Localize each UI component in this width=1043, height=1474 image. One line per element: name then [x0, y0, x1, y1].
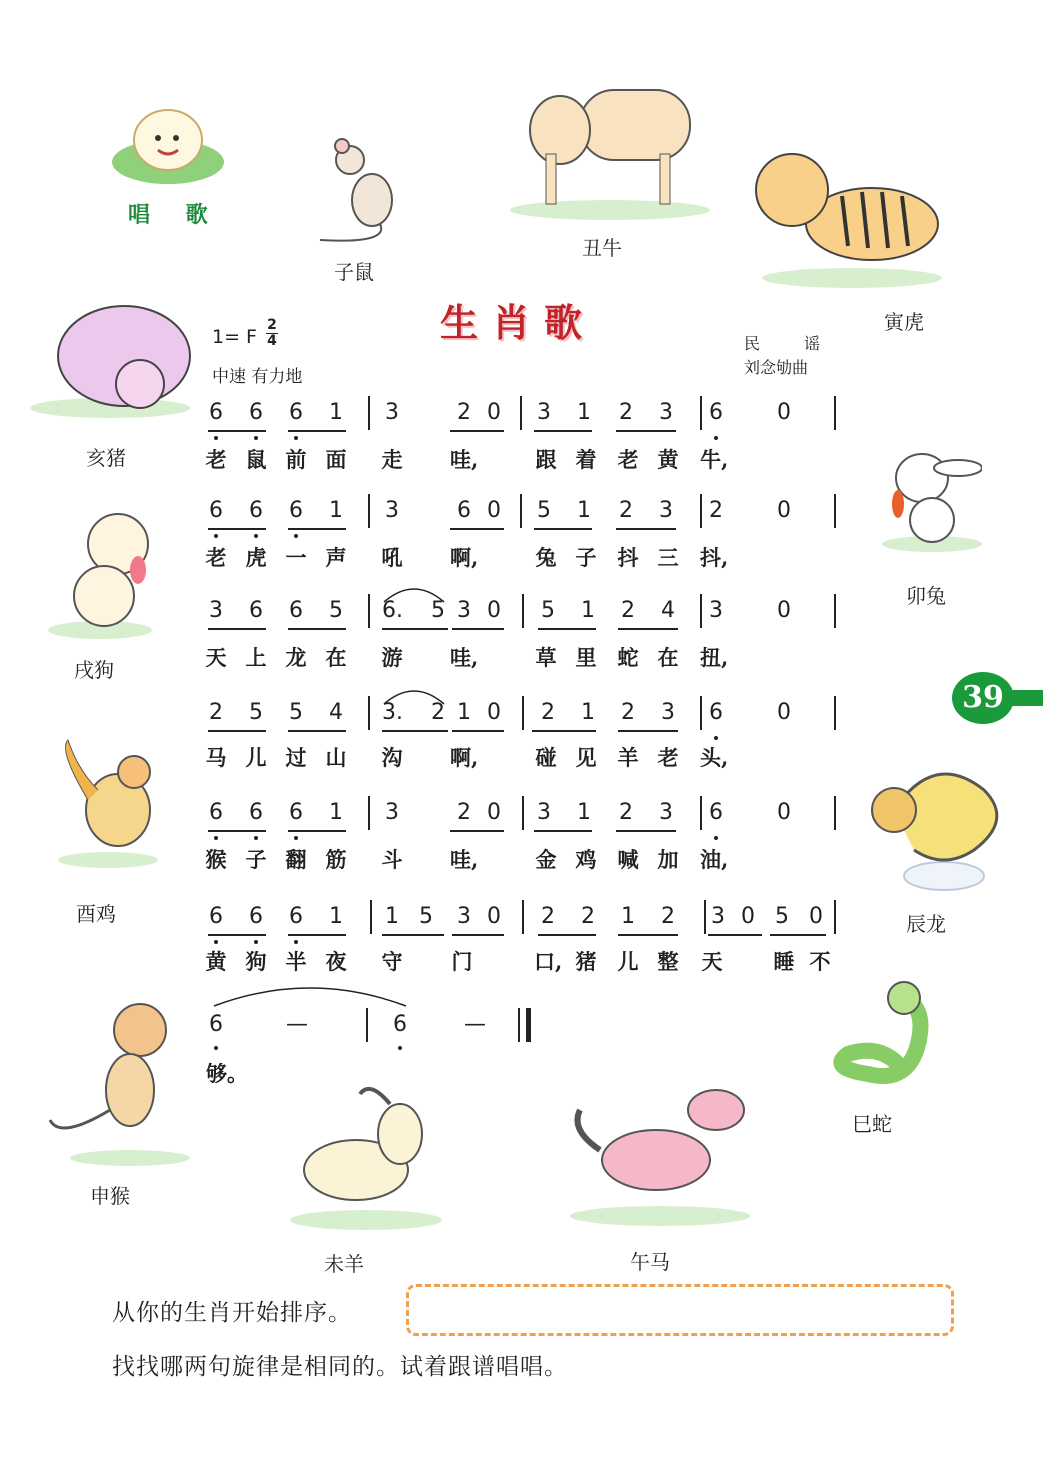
lyric-char: 抖 — [617, 545, 639, 570]
note: 1 — [577, 400, 591, 425]
label-rabbit: 卯兔 — [906, 584, 946, 608]
note: 1 — [577, 498, 591, 523]
score-row — [0, 904, 1043, 944]
lyric-char: 碰 — [535, 745, 557, 770]
note: 5 — [419, 904, 433, 929]
label-horse: 午马 — [630, 1250, 670, 1274]
note: 5 — [329, 598, 343, 623]
note: 3 — [661, 700, 675, 725]
time-signature-top: 2 — [267, 317, 277, 333]
note: 6 — [289, 598, 303, 623]
note: 0 — [487, 598, 501, 623]
note: 2 — [619, 800, 633, 825]
eighth-underline — [708, 934, 762, 936]
note: 1 — [581, 700, 595, 725]
lyric-char: 兔 — [535, 545, 557, 570]
barline — [700, 696, 702, 730]
note: 2 — [541, 700, 555, 725]
low-octave-dot — [214, 534, 218, 538]
lyric-char: 天 — [701, 949, 723, 974]
note: 2 — [431, 700, 445, 725]
note: 6 — [249, 800, 263, 825]
note: 6 — [209, 498, 223, 523]
eighth-underline — [288, 628, 346, 630]
eighth-underline — [450, 430, 504, 432]
barline — [522, 594, 524, 628]
lyric-char: 不 — [809, 949, 831, 974]
lyric-char: 在 — [325, 645, 347, 670]
lyric-char: 老 — [617, 447, 639, 472]
lyric-char: 蛇 — [617, 645, 639, 670]
instruction-melody: 找找哪两句旋律是相同的。试着跟谱唱唱。 — [112, 1354, 568, 1380]
note: 0 — [777, 800, 791, 825]
eighth-underline — [288, 430, 346, 432]
label-pig: 亥猪 — [86, 446, 126, 470]
lyric-char: 草 — [535, 645, 557, 670]
barline — [368, 594, 370, 628]
final-lyric: 够。 — [206, 1061, 248, 1086]
note: 6 — [457, 498, 471, 523]
note: 6 — [249, 598, 263, 623]
slur-arc — [382, 684, 446, 706]
note: 3 — [209, 598, 223, 623]
lyric-char: 抖, — [700, 545, 729, 570]
barline — [834, 494, 836, 528]
eighth-underline — [618, 730, 678, 732]
score-row — [0, 800, 1043, 840]
lyric-char: 金 — [535, 847, 557, 872]
lyric-char: 加 — [657, 847, 679, 872]
barline — [834, 396, 836, 430]
eighth-underline — [382, 934, 444, 936]
lyric-char: 老 — [657, 745, 679, 770]
eighth-underline — [538, 628, 596, 630]
note: 3 — [537, 400, 551, 425]
final-barline-thick — [526, 1008, 531, 1042]
low-octave-dot — [254, 940, 258, 944]
low-octave-dot — [294, 436, 298, 440]
barline — [834, 594, 836, 628]
note: 0 — [777, 498, 791, 523]
score-row — [0, 400, 1043, 440]
note: 6 — [709, 400, 723, 425]
barline — [370, 900, 372, 934]
final-note: 6 — [393, 1012, 407, 1037]
final-dash: — — [464, 1012, 486, 1037]
note: 2 — [619, 498, 633, 523]
barline — [366, 1008, 368, 1042]
note: 1 — [621, 904, 635, 929]
note: 6 — [289, 904, 303, 929]
lyric-char: 子 — [575, 545, 597, 570]
lyric-char: 鸡 — [575, 847, 597, 872]
note: 4 — [329, 700, 343, 725]
lyric-char: 过 — [285, 745, 307, 770]
key-signature: 1= F — [212, 326, 257, 348]
tempo-marking: 中速 有力地 — [212, 367, 303, 387]
label-monkey: 申猴 — [90, 1184, 130, 1208]
lyric-char: 天 — [205, 645, 227, 670]
lyric-char: 头, — [700, 745, 729, 770]
final-barline-thin — [518, 1008, 520, 1042]
song-title: 生肖歌 — [440, 300, 597, 345]
score-row — [0, 498, 1043, 538]
note: 1 — [329, 498, 343, 523]
credits — [744, 332, 864, 380]
score-row — [0, 700, 1043, 740]
lyric-char: 在 — [657, 645, 679, 670]
low-octave-dot — [254, 436, 258, 440]
horse-icon — [560, 1070, 760, 1230]
tie-arc — [210, 980, 410, 1010]
note: 2 — [709, 498, 723, 523]
note: 6 — [709, 800, 723, 825]
lyric-char: 前 — [285, 447, 307, 472]
lyric-char: 牛, — [700, 447, 729, 472]
eighth-underline — [450, 528, 504, 530]
low-octave-dot — [294, 534, 298, 538]
note: 5 — [541, 598, 555, 623]
lyric-char: 见 — [575, 745, 597, 770]
eighth-underline — [618, 628, 678, 630]
lyric-char: 声 — [325, 545, 347, 570]
low-octave-dot — [214, 940, 218, 944]
singing-mascot-icon — [108, 100, 228, 196]
note: 5 — [289, 700, 303, 725]
lyric-char: 马 — [205, 745, 227, 770]
note: 2 — [209, 700, 223, 725]
low-octave-dot — [714, 736, 718, 740]
note: 3 — [385, 400, 399, 425]
slur-arc — [382, 582, 446, 604]
lyric-char: 里 — [575, 645, 597, 670]
lyric-char: 吼 — [381, 545, 403, 570]
note: 0 — [777, 700, 791, 725]
barline — [368, 396, 370, 430]
note: 3. — [382, 700, 403, 725]
note: 3 — [537, 800, 551, 825]
label-dog: 戌狗 — [74, 658, 114, 682]
note: 6 — [289, 400, 303, 425]
eighth-underline — [208, 430, 266, 432]
section-label: 唱 歌 — [128, 203, 222, 228]
eighth-underline — [534, 830, 592, 832]
final-dash: — — [286, 1012, 308, 1037]
label-tiger: 寅虎 — [884, 310, 924, 334]
low-octave-dot — [294, 836, 298, 840]
eighth-underline — [452, 730, 504, 732]
low-octave-dot — [214, 836, 218, 840]
barline — [700, 796, 702, 830]
answer-box[interactable] — [406, 1284, 954, 1336]
note: 6 — [209, 800, 223, 825]
lyric-char: 扭, — [700, 645, 729, 670]
eighth-underline — [534, 528, 592, 530]
score-row — [0, 598, 1043, 638]
note: 3 — [711, 904, 725, 929]
note: 0 — [777, 400, 791, 425]
lyric-char: 油, — [700, 847, 729, 872]
low-dot — [398, 1046, 402, 1050]
note: 2 — [621, 700, 635, 725]
lyric-char: 啊, — [450, 545, 479, 570]
note: 2 — [457, 800, 471, 825]
barline — [522, 696, 524, 730]
note: 2 — [457, 400, 471, 425]
note: 6 — [709, 700, 723, 725]
note: 0 — [487, 700, 501, 725]
note: 1 — [329, 904, 343, 929]
ox-icon — [500, 70, 714, 220]
eighth-underline — [534, 430, 592, 432]
eighth-underline — [288, 934, 346, 936]
lyric-char: 羊 — [617, 745, 639, 770]
note: 2 — [541, 904, 555, 929]
lyric-char: 猪 — [575, 949, 597, 974]
note: 1 — [385, 904, 399, 929]
eighth-underline — [538, 934, 596, 936]
note: 2 — [581, 904, 595, 929]
lyric-char: 狗 — [245, 949, 267, 974]
lyric-char: 翻 — [285, 847, 307, 872]
low-octave-dot — [714, 836, 718, 840]
low-octave-dot — [214, 436, 218, 440]
note: 3 — [385, 800, 399, 825]
eighth-underline — [616, 830, 676, 832]
barline — [834, 900, 836, 934]
eighth-underline — [382, 730, 448, 732]
barline — [520, 396, 522, 430]
lyric-char: 半 — [285, 949, 307, 974]
instruction-order: 从你的生肖开始排序。 — [112, 1300, 352, 1326]
eighth-underline — [288, 528, 346, 530]
credit-folk: 民谣 — [744, 334, 865, 353]
lyric-char: 一 — [285, 545, 307, 570]
note: 3 — [385, 498, 399, 523]
score-final-row — [0, 1012, 1043, 1052]
note: 6 — [289, 498, 303, 523]
barline — [700, 594, 702, 628]
note: 0 — [487, 800, 501, 825]
tiger-icon — [752, 140, 952, 290]
label-snake: 巳蛇 — [852, 1112, 892, 1136]
eighth-underline — [452, 628, 504, 630]
note: 6. — [382, 598, 403, 623]
rat-icon — [300, 132, 410, 248]
note: 5 — [775, 904, 789, 929]
lyric-char: 整 — [657, 949, 679, 974]
final-note: 6 — [209, 1012, 223, 1037]
barline — [368, 696, 370, 730]
label-dragon: 辰龙 — [906, 912, 946, 936]
eighth-underline — [616, 430, 676, 432]
barline — [522, 796, 524, 830]
time-signature-bottom: 4 — [267, 333, 277, 349]
lyric-char: 面 — [325, 447, 347, 472]
lyric-char: 哇, — [450, 847, 479, 872]
lyric-char: 子 — [245, 847, 267, 872]
barline — [834, 796, 836, 830]
lyric-char: 儿 — [245, 745, 267, 770]
note: 6 — [209, 400, 223, 425]
lyric-char: 黄 — [657, 447, 679, 472]
time-signature — [266, 318, 278, 349]
lyric-char: 上 — [245, 645, 267, 670]
eighth-underline — [288, 830, 346, 832]
note: 1 — [329, 800, 343, 825]
credit-composer: 刘念劬曲 — [744, 358, 809, 377]
lyric-char: 睡 — [773, 949, 795, 974]
note: 3 — [457, 904, 471, 929]
eighth-underline — [616, 528, 676, 530]
lyric-char: 门 — [451, 949, 473, 974]
lyric-char: 黄 — [205, 949, 227, 974]
lyric-char: 三 — [657, 545, 679, 570]
note: 1 — [329, 400, 343, 425]
lyric-char: 哇, — [450, 447, 479, 472]
note: 0 — [487, 400, 501, 425]
note: 0 — [487, 498, 501, 523]
note: 5 — [431, 598, 445, 623]
note: 5 — [249, 700, 263, 725]
barline — [368, 494, 370, 528]
note: 6 — [249, 400, 263, 425]
lyric-char: 山 — [325, 745, 347, 770]
goat-icon — [280, 1074, 450, 1234]
note: 6 — [209, 904, 223, 929]
eighth-underline — [208, 730, 266, 732]
eighth-underline — [532, 730, 596, 732]
low-octave-dot — [254, 534, 258, 538]
label-rooster: 酉鸡 — [76, 902, 116, 926]
note: 0 — [809, 904, 823, 929]
label-goat: 未羊 — [324, 1252, 364, 1276]
barline — [700, 396, 702, 430]
note: 2 — [661, 904, 675, 929]
lyric-char: 沟 — [381, 745, 403, 770]
eighth-underline — [208, 628, 266, 630]
low-octave-dot — [714, 436, 718, 440]
note: 6 — [249, 904, 263, 929]
note: 6 — [249, 498, 263, 523]
barline — [834, 696, 836, 730]
barline — [522, 900, 524, 934]
eighth-underline — [618, 934, 678, 936]
lyric-char: 喊 — [617, 847, 639, 872]
lyric-char: 守 — [381, 949, 403, 974]
low-octave-dot — [294, 940, 298, 944]
lyric-char: 猴 — [205, 847, 227, 872]
barline — [520, 494, 522, 528]
note: 2 — [619, 400, 633, 425]
eighth-underline — [770, 934, 826, 936]
barline — [704, 900, 706, 934]
lyric-char: 龙 — [285, 645, 307, 670]
low-dot — [214, 1046, 218, 1050]
eighth-underline — [450, 830, 504, 832]
note: 3 — [709, 598, 723, 623]
lyric-char: 老 — [205, 545, 227, 570]
lyric-char: 跟 — [535, 447, 557, 472]
eighth-underline — [452, 934, 504, 936]
note: 3 — [659, 800, 673, 825]
note: 0 — [777, 598, 791, 623]
note: 3 — [457, 598, 471, 623]
lyric-char: 走 — [381, 447, 403, 472]
note: 3 — [659, 400, 673, 425]
barline — [368, 796, 370, 830]
label-rat: 子鼠 — [334, 260, 374, 284]
lyric-char: 儿 — [617, 949, 639, 974]
lyric-char: 夜 — [325, 949, 347, 974]
note: 3 — [659, 498, 673, 523]
note: 0 — [741, 904, 755, 929]
note: 1 — [457, 700, 471, 725]
lyric-char: 哇, — [450, 645, 479, 670]
lyric-char: 鼠 — [245, 447, 267, 472]
eighth-underline — [208, 934, 266, 936]
note: 1 — [577, 800, 591, 825]
note: 1 — [581, 598, 595, 623]
label-ox: 丑牛 — [582, 236, 622, 260]
lyric-char: 筋 — [325, 847, 347, 872]
lyric-char: 口, — [534, 949, 563, 974]
lyric-char: 着 — [575, 447, 597, 472]
lyric-char: 虎 — [245, 545, 267, 570]
note: 0 — [487, 904, 501, 929]
low-octave-dot — [254, 836, 258, 840]
lyric-char: 老 — [205, 447, 227, 472]
eighth-underline — [288, 730, 346, 732]
barline — [700, 494, 702, 528]
eighth-underline — [208, 528, 266, 530]
note: 6 — [289, 800, 303, 825]
lyric-char: 游 — [381, 645, 403, 670]
note: 5 — [537, 498, 551, 523]
lyric-char: 啊, — [450, 745, 479, 770]
note: 2 — [621, 598, 635, 623]
page-number: 39 — [952, 672, 1014, 724]
lyric-char: 斗 — [381, 847, 403, 872]
eighth-underline — [382, 628, 448, 630]
eighth-underline — [208, 830, 266, 832]
note: 4 — [661, 598, 675, 623]
